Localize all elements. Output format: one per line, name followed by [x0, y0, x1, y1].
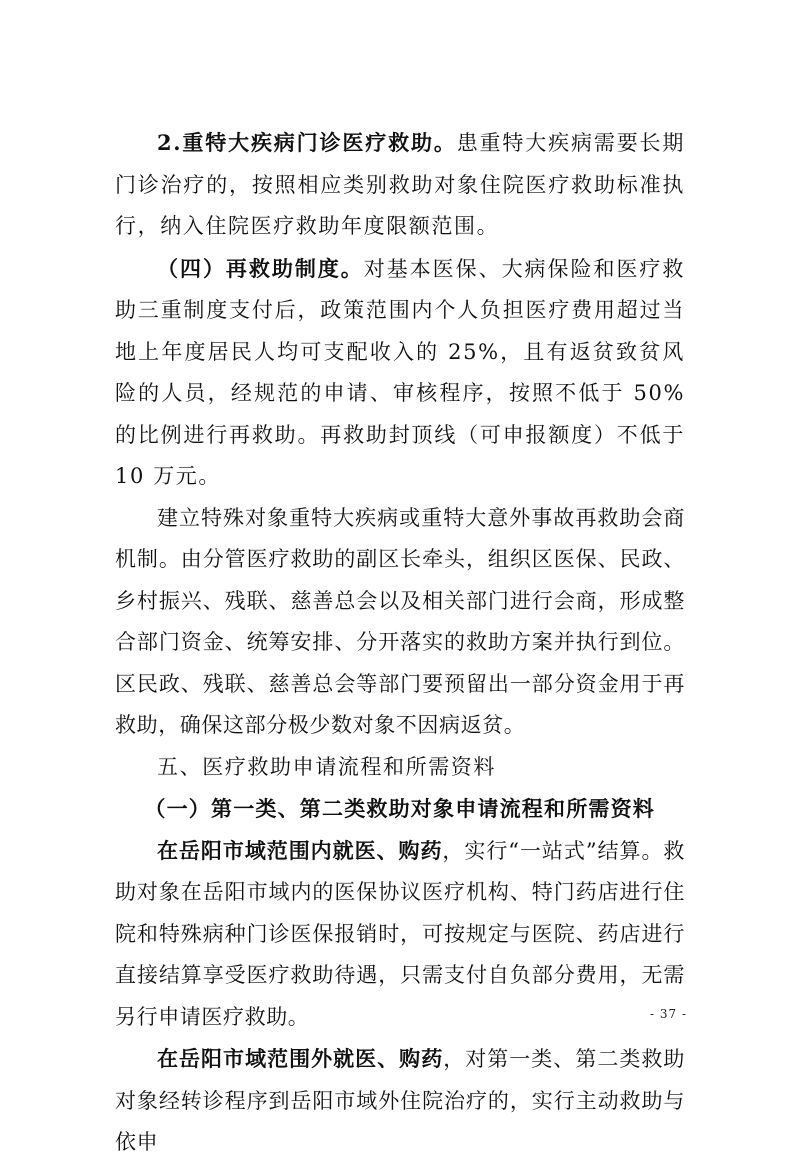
section-heading — [115, 747, 685, 789]
paragraph-lead: 2.重特大疾病门诊医疗救助。 — [157, 130, 457, 155]
paragraph-text: 对基本医保、大病保险和医疗救助三重制度支付后，政策范围内个人负担医疗费用超过当地上年度居民人均可支配收入的 25%，且有返贫致贫风险的人员，经规范的申请、审核程序，按照不低于 50%的比例进行再救助。再救助封顶线（可申报额度）不低于 10 万元。 — [115, 256, 685, 488]
paragraph-text: ，对第一类、第二类救助对象经转诊程序到岳阳市域外住院治疗的，实行主动救助与依申 — [115, 1047, 685, 1154]
subsection-heading-text: （一）第一类、第二类救助对象申请流程和所需资料 — [144, 796, 655, 821]
paragraph-lead: （四）再救助制度。 — [157, 255, 364, 281]
paragraph-text: 建立特殊对象重特大疾病或重特大意外事故再救助会商机制。由分管医疗救助的副区长牵头，组织区医保、民政、乡村振兴、残联、慈善总会以及相关部门进行会商，形成整合部门资金、统筹安排、分开落实的救助方案并执行到位。区民政、残联、慈善总会等部门要预留出一部分资金用于再救助，确保这部分极少数对象不因病返贫。 — [115, 505, 685, 737]
paragraph-in-city-settlement — [115, 830, 685, 1039]
paragraph-text: 患重特大疾病需要长期门诊治疗的，按照相应类别救助对象住院医疗救助标准执行，纳入住院医疗救助年度限额范围。 — [115, 131, 686, 238]
section-heading-text: 五、医疗救助申请流程和所需资料 — [157, 754, 496, 779]
paragraph-outpatient-assistance — [115, 122, 685, 248]
paragraph-lead: 在岳阳市域范围外就医、购药 — [157, 1046, 444, 1071]
page-number: - 37 - — [649, 1007, 687, 1021]
document-body — [115, 122, 685, 1164]
paragraph-lead: 在岳阳市域范围内就医、购药 — [157, 837, 443, 863]
paragraph-consultation-mechanism — [115, 498, 685, 747]
paragraph-re-assistance-system — [115, 248, 685, 498]
paragraph-text: ，实行“一站式”结算。救助对象在岳阳市域内的医保协议医疗机构、特门药店进行住院和特殊病种门诊医保报销时，可按规定与医院、药店进行直接结算享受医疗救助待遇，只需支付自负部分费用，无需另行申请医疗救助。 — [115, 838, 685, 1029]
subsection-heading — [115, 788, 685, 830]
paragraph-out-of-city-settlement — [115, 1038, 685, 1164]
